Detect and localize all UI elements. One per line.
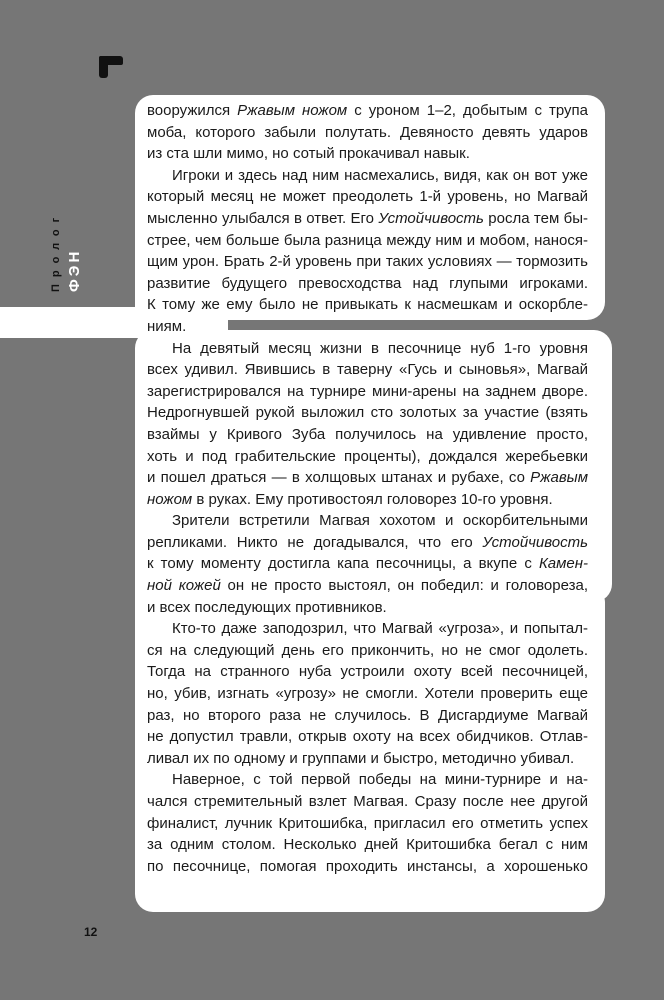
- text-run: моба, которого забыли полутать. Девяносто девять ударов: [147, 123, 588, 141]
- text-run: который месяц не может преодолеть 1-й уровень, но Магвай: [147, 188, 588, 206]
- text-line: [147, 856, 588, 878]
- paragraph: [147, 510, 588, 618]
- text-run: росла тем бы-: [483, 209, 588, 227]
- chapter-label: ФЭН: [66, 248, 83, 292]
- text-line: [147, 791, 588, 813]
- text-line: [147, 618, 588, 640]
- text-run: Недрогнувшей рукой выложил сто золотых за участие (взять: [147, 404, 588, 422]
- text-line: [147, 424, 588, 446]
- text-line: [147, 100, 588, 122]
- text-run: ся на следующий день его прикончить, но не смог одолеть.: [147, 641, 588, 659]
- text-run: ливал их по одному и группами и быстро, методично убивал.: [147, 749, 575, 767]
- text-line: [147, 251, 588, 273]
- text-run: мысленно улыбался в ответ. Его: [147, 209, 379, 227]
- paragraph: [147, 338, 588, 511]
- text-line: [147, 640, 588, 662]
- paragraph: [147, 769, 588, 877]
- text-run: он не просто выстоял, он победил: и головореза,: [220, 577, 588, 595]
- text-line: [147, 575, 588, 597]
- text-line: [147, 661, 588, 683]
- text-line: [147, 510, 588, 532]
- text-line: [147, 143, 588, 165]
- text-run: финалист, лучник Критошибка, пригласил его отметить успех: [147, 814, 588, 832]
- text-line: [147, 165, 588, 187]
- text-run: Игроки и здесь над ним насмехались, видя, как он вот уже: [172, 166, 588, 184]
- text-line: [147, 230, 588, 252]
- italic-term: Камен-: [538, 555, 588, 573]
- text-run: развитие будущего превосходства над глупыми игроками.: [147, 274, 588, 292]
- text-run: Наверное, с той первой победы на мини-турнире и на-: [172, 771, 588, 789]
- text-run: Кто-то даже заподозрил, что Магвай «угроза», и попытал-: [172, 620, 588, 638]
- text-line: [147, 122, 588, 144]
- text-run: с уроном 1–2, добытым с трупа: [347, 102, 588, 119]
- text-run: но, убив, изгнать «угрозу» не смогли. Хотели проверить еще: [147, 685, 588, 703]
- text-line: [147, 402, 588, 424]
- paragraph: [147, 100, 588, 165]
- text-run: На девятый месяц жизни в песочнице нуб 1-го уровня: [172, 339, 588, 357]
- text-run: Тогда на странного нуба устроили охоту всей песочницей,: [147, 663, 588, 681]
- text-line: [147, 597, 588, 619]
- text-run: раз, но второго раза не случилось. В Дисгардиуме Магвай: [147, 706, 588, 724]
- text-run: хоть и под грабительские проценты), дождался жеребьевки: [147, 447, 588, 465]
- text-line: [147, 446, 588, 468]
- text-run: к тому моменту достигла капа песочницы, а вкупе с: [147, 555, 539, 573]
- text-run: Зрители встретили Магвая хохотом и оскорбительными: [172, 512, 588, 530]
- text-run: из ста шли мимо, но сотый прокачивал навык.: [147, 145, 470, 163]
- text-run: вооружился: [147, 102, 238, 119]
- text-run: щим урон. Брать 2-й уровень при таких условиях — тормозить: [147, 253, 588, 271]
- text-run: и всех последующих противников.: [147, 598, 387, 616]
- italic-term: Ржавым: [530, 469, 588, 487]
- corner-mark-icon: [99, 56, 123, 78]
- text-line: [147, 748, 588, 770]
- text-run: за одним столом. Несколько дней Критошибка бегал с ним: [147, 836, 588, 854]
- italic-term: Ржавым ножом: [237, 102, 348, 119]
- text-run: не допустил травли, открыв охоту на всех обидчиков. Отлав-: [147, 728, 588, 746]
- page-number: 12: [84, 925, 98, 939]
- italic-term: Устойчивость: [378, 209, 484, 227]
- body-text: [147, 100, 588, 877]
- text-run: ниям.: [147, 317, 187, 335]
- text-line: [147, 683, 588, 705]
- text-line: [147, 359, 588, 381]
- text-run: в руках. Ему противостоял головорез 10-го уровня.: [192, 490, 553, 508]
- text-line: [147, 489, 588, 511]
- italic-term: ножом: [147, 490, 193, 508]
- text-line: [147, 769, 588, 791]
- text-run: по песочнице, помогая проходить инстансы, а хорошенько: [147, 857, 588, 875]
- text-line: [147, 834, 588, 856]
- section-label: Пролог: [50, 210, 62, 292]
- text-run: стрее, чем больше была разница между ним и мобом, нанося-: [147, 231, 588, 249]
- text-run: зарегистрировался на турнире мини-арены на заднем дворе.: [147, 382, 588, 400]
- paragraph: [147, 618, 588, 769]
- italic-term: ной кожей: [147, 577, 221, 595]
- text-line: [147, 705, 588, 727]
- text-line: [147, 726, 588, 748]
- paragraph: [147, 165, 588, 338]
- text-line: [147, 208, 588, 230]
- italic-term: Устойчивость: [482, 533, 588, 551]
- text-line: [147, 273, 588, 295]
- text-run: К тому же ему было не привыкать к насмешкам и оскорбле-: [147, 296, 588, 314]
- text-line: [147, 532, 588, 554]
- text-line: [147, 338, 588, 360]
- text-run: взаймы у Кривого Зуба получилось на удивление просто,: [147, 425, 588, 443]
- text-run: и пошел драться — в холщовых штанах и рубахе, со: [147, 469, 531, 487]
- text-run: репликами. Никто не догадывался, что его: [147, 533, 483, 551]
- text-line: [147, 294, 588, 316]
- text-line: [147, 186, 588, 208]
- text-run: чался стремительный взлет Магвая. Сразу после нее другой: [147, 793, 588, 810]
- text-line: [147, 381, 588, 403]
- text-line: [147, 467, 588, 489]
- text-line: [147, 316, 588, 338]
- text-line: [147, 813, 588, 835]
- text-line: [147, 553, 588, 575]
- text-run: всех удивил. Явившись в таверну «Гусь и сыновья», Магвай: [147, 361, 588, 379]
